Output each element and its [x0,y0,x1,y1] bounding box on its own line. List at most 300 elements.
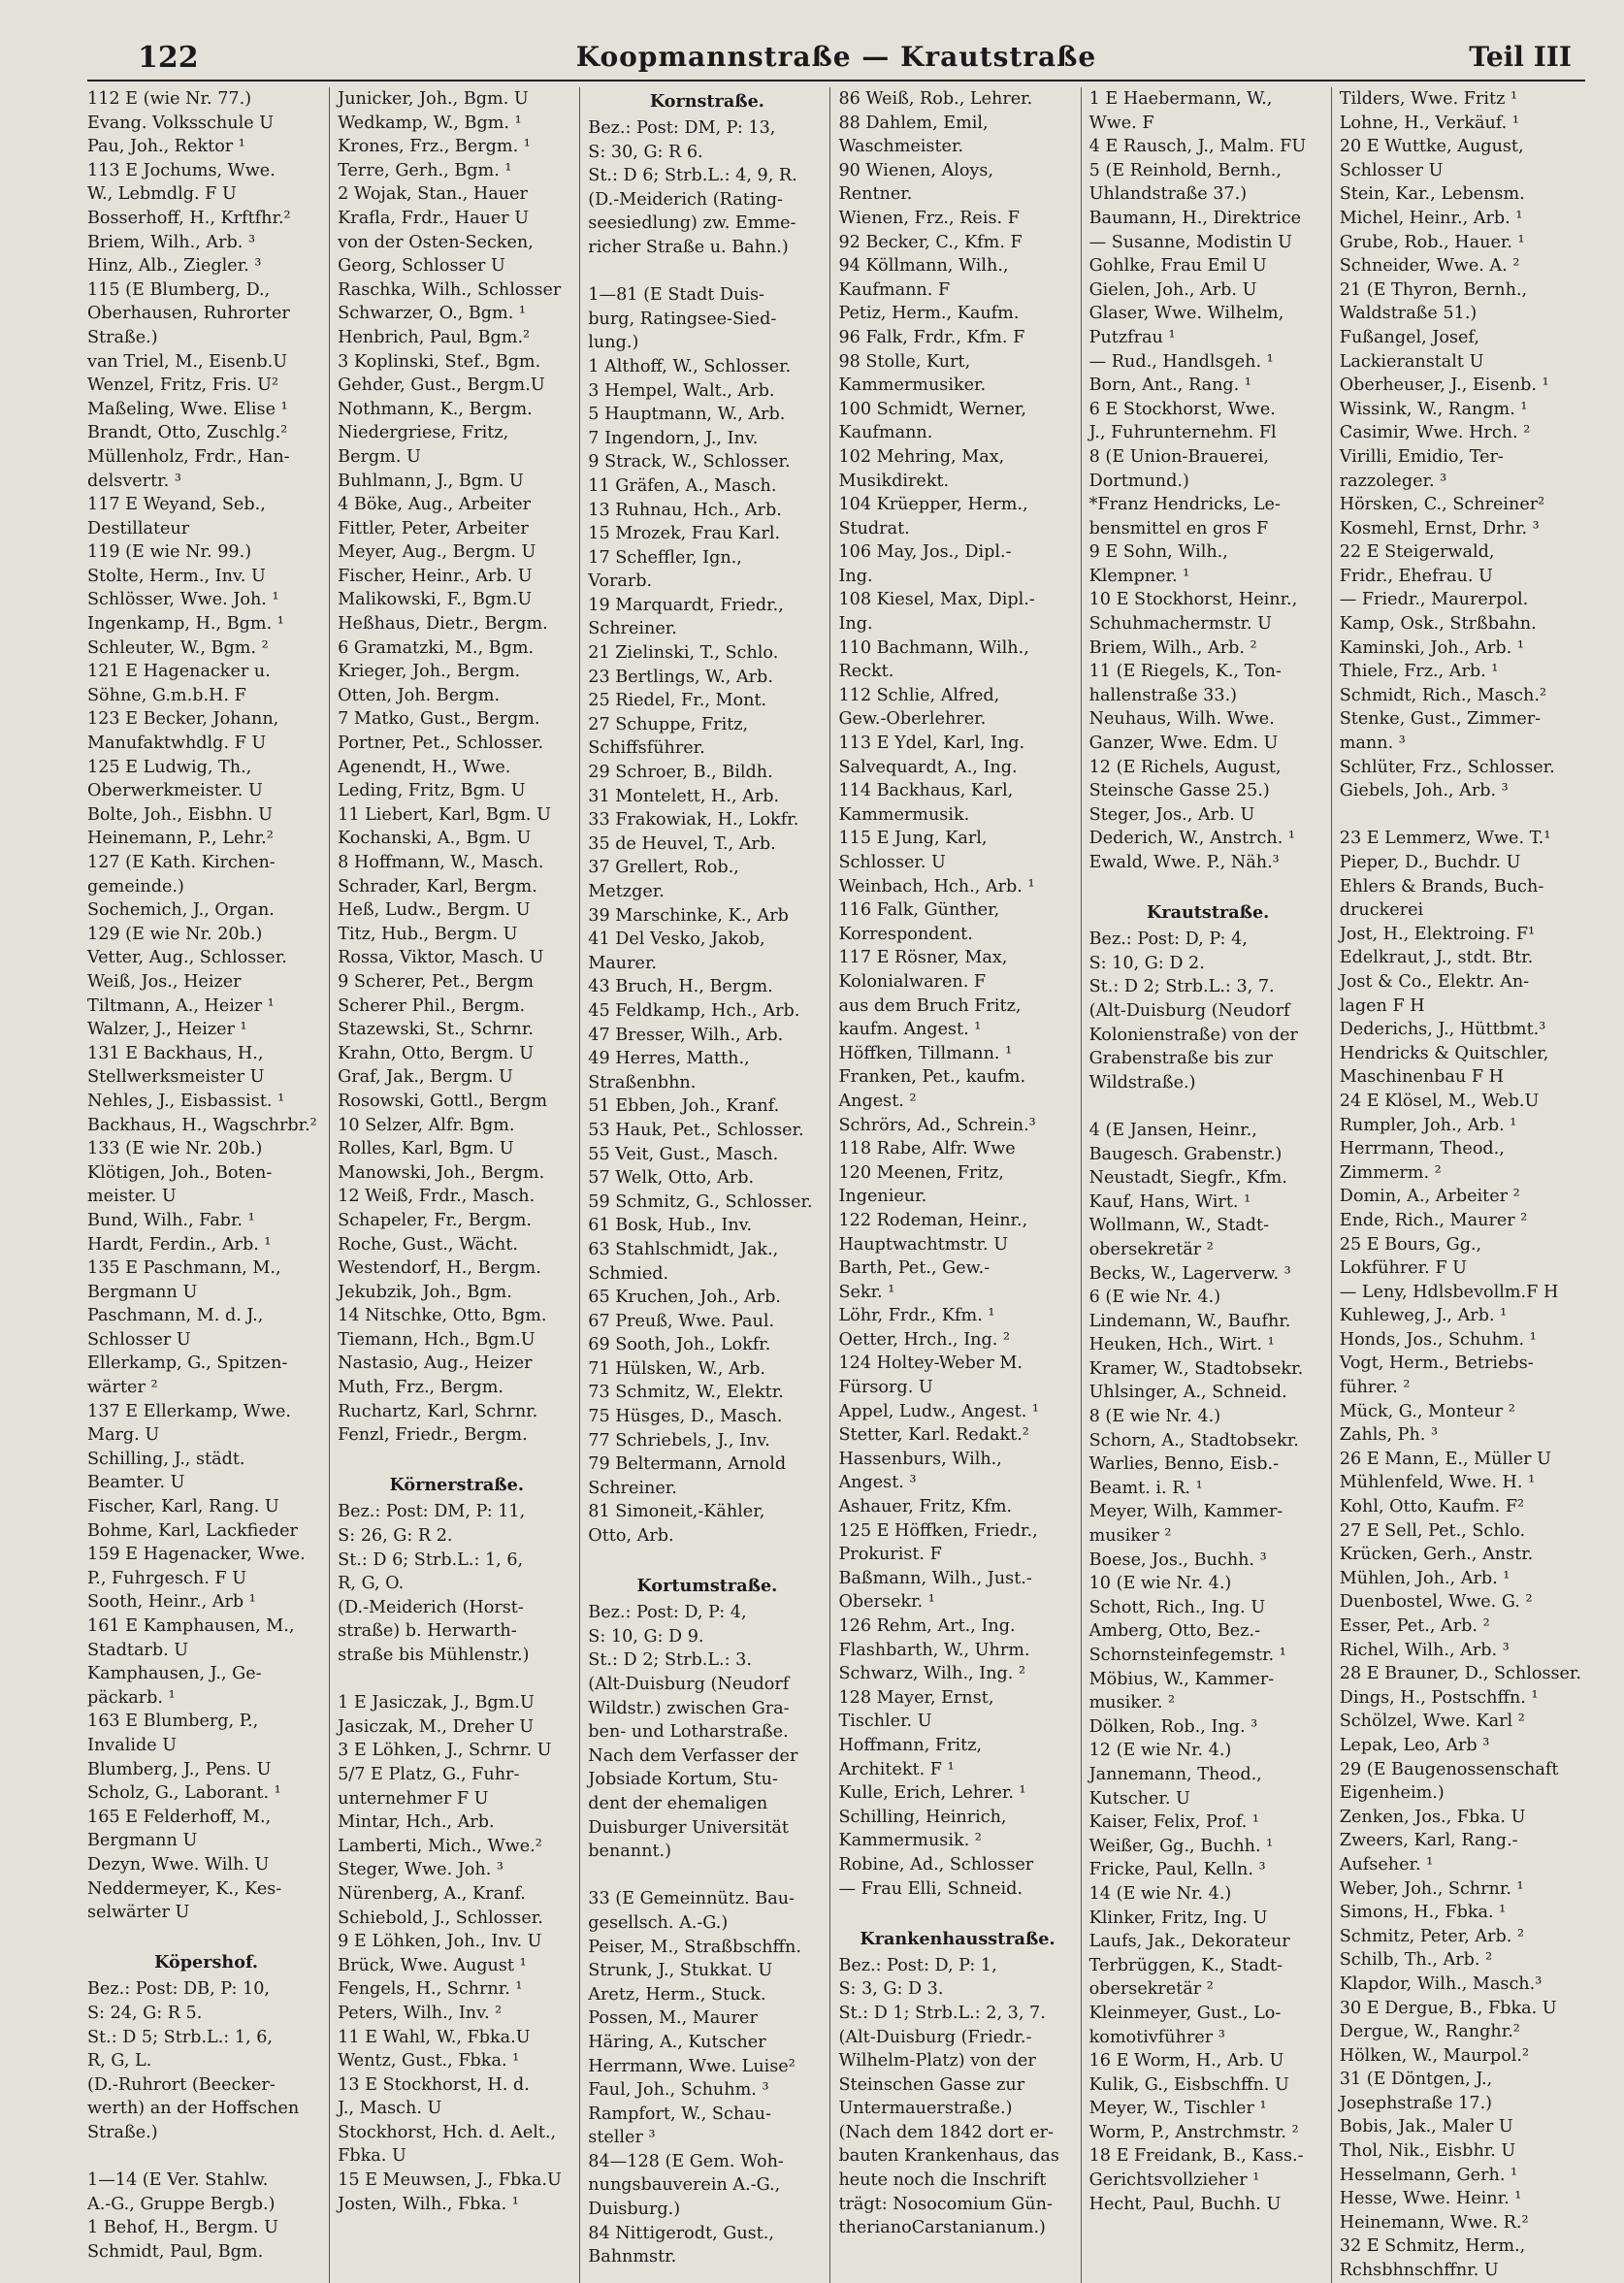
directory-line: St.: D 2; Strb.L.: 3. [588,1650,752,1671]
directory-line: Löhr, Frdr., Kfm. ¹ [838,1306,995,1326]
directory-line: 117 E Weyand, Seb., [87,495,266,515]
directory-line: J., Masch. U [338,2099,442,2119]
directory-line: Warlies, Benno, Eisb.- [1088,1454,1280,1475]
directory-line: 106 May, Jos., Dipl.- [838,542,1012,563]
directory-line: St.: D 1; Strb.L.: 2, 3, 7. [838,2003,1046,2023]
directory-line: 27 Schuppe, Fritz, [588,714,749,734]
directory-line: 47 Bresser, Wilh., Arb. [588,1025,784,1045]
directory-line: 10 (E wie Nr. 4.) [1088,1574,1232,1594]
directory-line: Krahn, Otto, Bergm. U [338,1043,535,1063]
directory-line: trägt: Nosocomium Gün- [838,2194,1053,2214]
directory-line: Steger, Wwe. Joh. ³ [338,1860,503,1880]
directory-line: Portner, Pet., Schlosser. [338,734,544,754]
directory-line: Kauf, Hans, Wirt. ¹ [1088,1191,1251,1212]
page-number: 122 [138,41,199,75]
directory-line: 13 Ruhnau, Hch., Arb. [588,500,782,520]
directory-line: — Susanne, Modistin U [1088,232,1292,252]
directory-line: 119 (E wie Nr. 99.) [87,542,252,563]
directory-line: Hesselmann, Gerh. ¹ [1339,2165,1518,2185]
directory-line: 115 E Jung, Karl, [838,829,988,849]
directory-line: Meyer, Aug., Bergm. U [338,542,536,563]
directory-line: Appel, Ludw., Angest. ¹ [838,1401,1039,1421]
directory-line: aus dem Bruch Fritz, [838,995,1022,1016]
directory-line: Schiebold, J., Schlosser. [338,1908,543,1928]
directory-line: Maschinenbau F H [1339,1067,1504,1088]
directory-line: Becks, W., Lagerverw. ³ [1088,1263,1291,1284]
column-6 [1340,87,1585,2283]
directory-line: 69 Sooth, Joh., Lokfr. [588,1335,771,1355]
directory-line: Ing. [838,566,873,586]
directory-line: Junicker, Joh., Bgm. U [338,89,529,109]
directory-line: Eigenheim.) [1339,1783,1445,1804]
directory-line: 96 Falk, Frdr., Kfm. F [838,327,1025,347]
directory-line: Kochanski, A., Bgm. U [338,829,532,849]
directory-line: 29 (E Baugenossenschaft [1339,1759,1559,1779]
directory-line: Oetter, Hrch., Ing. ² [838,1329,1010,1350]
directory-line: 49 Herres, Matth., [588,1049,750,1069]
directory-line: 24 E Klösel, M., Web.U [1339,1091,1540,1111]
directory-line: Hassenburs, Wilh., [838,1449,1002,1469]
directory-line: 86 Weiß, Rob., Lehrer. [838,89,1033,109]
directory-line: J., Fuhrunternehm. Fl [1088,423,1277,443]
directory-line: Baumann, H., Direktrice [1088,208,1302,228]
directory-line: Korrespondent. [838,924,973,944]
directory-line: Schreiner. [588,1478,677,1498]
directory-line: Grube, Rob., Hauer. ¹ [1339,232,1525,252]
directory-line: Sekr. ¹ [838,1282,895,1302]
directory-line: Neuhaus, Wilh. Wwe. [1088,709,1275,730]
directory-line: 133 (E wie Nr. 20b.) [87,1139,263,1159]
directory-line: Scholz, G., Laborant. ¹ [87,1783,281,1804]
directory-line: Manowski, Joh., Bergm. [338,1162,545,1183]
directory-line: Kolonialwaren. F [838,971,987,992]
directory-line: 127 (E Kath. Kirchen- [87,853,276,872]
directory-line: 163 E Blumberg, P., [87,1712,259,1732]
directory-line: A.-G., Gruppe Bergb.) [87,2194,276,2214]
directory-line: Klinker, Fritz, Ing. U [1088,1908,1268,1928]
directory-line: Schorn, A., Stadtobsekr. [1088,1430,1299,1451]
directory-line: Waldstraße 51.) [1339,304,1478,324]
directory-line: Thol, Nik., Eisbhr. U [1339,2141,1516,2162]
directory-line: 35 de Heuvel, T., Arb. [588,833,776,854]
directory-line: Stellwerksmeister U [87,1067,265,1088]
directory-line: 13 E Stockhorst, H. d. [338,2074,530,2095]
page-header [87,37,1585,82]
directory-line: Niedergriese, Fritz, [338,423,509,443]
directory-line: Straßenbhn. [588,1072,697,1093]
directory-line: 19 Marquardt, Friedr., [588,595,784,615]
directory-line: Lepak, Leo, Arb ³ [1339,1735,1490,1755]
directory-line: Kuhleweg, J., Arb. ¹ [1339,1306,1508,1326]
directory-line: Heuken, Hch., Wirt. ¹ [1088,1335,1275,1355]
directory-line: S: 30, G: R 6. [588,142,703,162]
directory-line: 26 E Mann, E., Müller U [1339,1449,1551,1469]
directory-line: 3 E Löhken, J., Schrnr. U [338,1741,552,1761]
directory-line: Fürsorg. U [838,1378,933,1398]
directory-line: 32 E Schmitz, Herm., [1339,2236,1526,2257]
directory-line: Architekt. F ¹ [838,1759,955,1779]
directory-line: Oberhausen, Ruhrorter [87,304,290,324]
directory-line: Tiltmann, A., Heizer ¹ [87,995,275,1016]
directory-line: Stadtarb. U [87,1640,189,1660]
directory-line: Weber, Joh., Schrnr. ¹ [1339,1878,1524,1899]
directory-line: Schlösser, Wwe. Joh. ¹ [87,590,279,610]
directory-line: 6 (E wie Nr. 4.) [1088,1288,1221,1308]
directory-line: Gohlke, Frau Emil U [1088,256,1267,277]
directory-line: 118 Rabe, Alfr. Wwe [838,1139,1016,1159]
directory-line: kaufm. Angest. ¹ [838,1020,982,1040]
directory-line: Studrat. [838,518,910,538]
directory-line: 67 Preuß, Wwe. Paul. [588,1311,775,1331]
directory-line: bauten Krankenhaus, das [838,2146,1059,2167]
directory-line: heute noch die Inschrift [838,2170,1047,2191]
directory-line: Schilling, Heinrich, [838,1807,1007,1827]
directory-line: 1 E Jasiczak, J., Bgm.U [338,1693,535,1713]
directory-line: Sooth, Heinr., Arb ¹ [87,1592,256,1613]
directory-line: benannt.) [588,1842,671,1862]
directory-line: Baugesch. Grabenstr.) [1088,1144,1283,1164]
directory-line: 30 E Dergue, B., Fbka. U [1339,1998,1557,2018]
directory-line: 71 Hülsken, W., Arb. [588,1358,765,1379]
directory-line: Wwe. F [1088,113,1154,133]
directory-line: *Franz Hendricks, Le- [1088,495,1281,515]
directory-line: Terre, Gerh., Bgm. ¹ [338,160,512,180]
directory-line: Briem, Wilh., Arb. ³ [87,232,255,252]
directory-line: Mintar, Hch., Arb. [338,1812,495,1833]
directory-line: Honds, Jos., Schuhm. ¹ [1339,1329,1537,1350]
directory-line: Rossa, Viktor, Masch. U [338,948,544,968]
directory-line: Fricke, Paul, Kelln. ³ [1088,1860,1266,1880]
directory-line: Wilhelm-Platz) von der [838,2051,1036,2071]
directory-line: Musikdirekt. [838,471,950,491]
directory-line: 116 Falk, Günther, [838,900,1000,921]
directory-line: Möbius, W., Kammer- [1088,1669,1275,1689]
directory-line: 16 E Worm, H., Arb. U [1088,2051,1284,2071]
directory-line: 1 E Haebermann, W., [1088,89,1273,109]
directory-line: werth) an der Hoffschen [87,2099,300,2119]
directory-line: Neddermeyer, K., Kes- [87,1878,282,1899]
directory-line: 5/7 E Platz, G., Fuhr- [338,1764,520,1784]
directory-line: Dederichs, J., Hüttbmt.³ [1339,1020,1546,1040]
directory-line: Schmidt, Paul, Bgm. [87,2241,264,2262]
directory-line: Peiser, M., Straßbschffn. [588,1937,801,1957]
directory-line: S: 10, G: D 9. [588,1626,704,1647]
directory-line: 22 E Steigerwald, [1339,542,1495,563]
directory-line: Georg, Schlosser U [338,256,505,277]
directory-line: Hecht, Paul, Buchh. U [1088,2194,1282,2214]
directory-line: Franken, Pet., kaufm. [838,1067,1026,1088]
directory-line: Jannemann, Theod., [1088,1764,1262,1784]
directory-line: Gehder, Gust., Bergm.U [338,375,545,396]
directory-line: Lamberti, Mich., Wwe.² [338,1836,542,1856]
directory-columns [87,87,1585,2281]
directory-line: unternehmer F U [338,1788,489,1809]
directory-line: 59 Schmitz, G., Schlosser. [588,1191,813,1212]
directory-line: St.: D 5; Strb.L.: 1, 6, [87,2027,273,2047]
directory-line: Schapeler, Fr., Bergm. [338,1210,532,1230]
directory-line: dent der ehemaligen [588,1793,768,1813]
directory-line: Aretz, Herm., Stuck. [588,1984,766,2005]
directory-line: Gew.-Oberlehrer. [838,709,987,730]
directory-line: Robine, Ad., Schlosser [838,1854,1034,1875]
directory-line: Invalide U [87,1735,178,1755]
directory-line: 11 E Wahl, W., Fbka.U [338,2027,531,2047]
directory-line: Krieger, Joh., Bergm. [338,662,521,682]
directory-line: Kaminski, Joh., Arb. ¹ [1339,637,1524,658]
directory-line: Lindemann, W., Baufhr. [1088,1311,1291,1331]
directory-line: Zimmerm. ² [1339,1162,1442,1183]
directory-line: 9 Scherer, Pet., Bergm [338,971,535,992]
directory-line: Ruchartz, Karl, Schrnr. [338,1401,538,1421]
directory-line: 51 Ebben, Joh., Kranf. [588,1096,780,1117]
directory-line: 6 Gramatzki, M., Bgm. [338,637,535,658]
directory-line: 14 (E wie Nr. 4.) [1088,1883,1232,1904]
directory-line: Schrörs, Ad., Schrein.³ [838,1115,1036,1135]
directory-line: 94 Köllmann, Wilh., [838,256,1009,277]
directory-line: Jobsiade Kortum, Stu- [588,1770,778,1790]
directory-line: 1 Althoff, W., Schlosser. [588,356,792,376]
directory-line: St.: D 6; Strb.L.: 4, 9, R. [588,166,797,186]
directory-line: Casimir, Wwe. Hrch. ² [1339,423,1531,443]
directory-line: 129 (E wie Nr. 20b.) [87,924,263,944]
directory-line: seesiedlung) zw. Emme- [588,213,796,234]
directory-line: Krafla, Frdr., Hauer U [338,208,530,228]
directory-line: Klötigen, Joh., Boten- [87,1162,273,1183]
directory-line: Westendorf, H., Bergm. [338,1258,541,1279]
directory-line: Evang. Volksschule U [87,113,275,133]
directory-line: Dölken, Rob., Ing. ³ [1088,1716,1258,1737]
directory-line: 33 Frakowiak, H., Lokfr. [588,810,799,831]
directory-line: Stetter, Karl. Redakt.² [838,1425,1029,1446]
directory-line: 115 (E Blumberg, D., [87,279,271,300]
directory-line: 3 Koplinski, Stef., Bgm. [338,351,541,372]
directory-line: 112 Schlie, Alfred, [838,685,1000,705]
directory-line: Baßmann, Wilh., Just.- [838,1568,1032,1588]
directory-line: 7 Matko, Gust., Bergm. [338,709,540,730]
directory-line: Ganzer, Wwe. Edm. U [1088,734,1279,754]
directory-line: Kaiser, Felix, Prof. ¹ [1088,1812,1259,1833]
directory-line: Michel, Heinr., Arb. ¹ [1339,208,1523,228]
directory-line: Herrmann, Theod., [1339,1139,1505,1159]
directory-line: Straße.) [87,2122,158,2142]
directory-line: Brandt, Otto, Zuschlg.² [87,423,288,443]
directory-line: — Frau Elli, Schneid. [838,1878,1023,1899]
directory-line: 14 Nitschke, Otto, Bgm. [338,1306,547,1326]
directory-line [87,2144,325,2169]
directory-line: 131 E Backhaus, H., [87,1043,264,1063]
directory-line: 28 E Brauner, D., Schlosser. [1339,1664,1581,1684]
directory-line: 37 Grellert, Rob., [588,858,739,878]
directory-line: Reckt. [838,662,894,682]
directory-line: 73 Schmitz, W., Elektr. [588,1383,784,1403]
directory-line: Zahls, Ph. ³ [1339,1425,1439,1446]
directory-line: Fischer, Heinr., Arb. U [338,566,533,586]
directory-line: Fbka. U [338,2146,406,2167]
directory-line: Kulle, Erich, Lehrer. ¹ [838,1783,1026,1804]
directory-line: Straße.) [87,327,158,347]
directory-line: Bez.: Post: D, P: 4, [588,1603,747,1623]
directory-line: Hoffmann, Fritz, [838,1735,983,1755]
directory-line: 1 Behof, H., Bergm. U [87,2218,278,2238]
directory-line: Kammermusik. ² [838,1831,982,1851]
directory-line: Strunk, J., Stukkat. U [588,1961,773,1981]
directory-line: Agenendt, H., Wwe. [338,757,511,777]
directory-line: — Leny, Hdlsbevollm.F H [1339,1282,1559,1302]
directory-line: Titz, Hub., Bergm. U [338,924,518,944]
directory-line: Maßeling, Wwe. Elise ¹ [87,399,288,419]
directory-line: Höffken, Tillmann. ¹ [838,1043,1013,1063]
directory-line: Stenke, Gust., Zimmer- [1339,709,1542,730]
directory-line: Wissink, W., Rangm. ¹ [1339,399,1528,419]
directory-line: straße bis Mühlenstr.) [338,1646,530,1665]
directory-line: 124 Holtey-Weber M. [838,1353,1023,1374]
directory-line [1089,1094,1327,1119]
directory-line: Bez.: Post: D, P: 1, [838,1955,997,1975]
directory-line: Beamter. U [87,1473,185,1493]
directory-line: 159 E Hagenacker, Wwe. [87,1545,306,1565]
directory-line: Ingenieur. [838,1187,927,1207]
directory-line: 4 (E Jansen, Heinr., [1088,1120,1257,1140]
directory-line: Bez.: Post: DM, P: 13, [588,118,776,138]
directory-line: Kolonienstraße) von der [1088,1025,1298,1045]
directory-line: St.: D 6; Strb.L.: 1, 6, [338,1549,524,1570]
directory-line: Schilb, Th., Arb. ² [1339,1950,1493,1971]
directory-line: Steinsche Gasse 25.) [1088,781,1270,801]
directory-line: 1—81 (E Stadt Duis- [588,285,764,306]
directory-line: 5 (E Reinhold, Bernh., [1088,160,1282,180]
directory-line: 31 Montelett, H., Arb. [588,786,780,806]
directory-line: 79 Beltermann, Arnold [588,1454,787,1475]
directory-line: Ende, Rich., Maurer ² [1339,1210,1528,1230]
directory-line: Walzer, J., Heizer ¹ [87,1020,247,1040]
directory-line: Grabenstraße bis zur [1088,1049,1273,1069]
directory-line: 135 E Paschmann, M., [87,1258,281,1279]
directory-line [588,1549,826,1573]
directory-line: Zweers, Karl, Rang.- [1339,1831,1518,1851]
directory-line: Metzger. [588,882,665,901]
directory-line: Thiele, Frz., Arb. ¹ [1339,662,1499,682]
directory-line: Blumberg, J., Pens. U [87,1759,272,1779]
directory-line: Vorarb. [588,571,653,592]
directory-line: Dezyn, Wwe. Wilh. U [87,1854,270,1875]
directory-line: Weinbach, Hch., Arb. ¹ [838,876,1035,897]
directory-line: Bergm. U [338,446,421,467]
directory-line: 15 Mrozek, Frau Karl. [588,524,781,544]
directory-line: Mühlenfeld, Wwe. H. ¹ [1339,1473,1536,1493]
directory-line: 125 E Ludwig, Th., [87,757,252,777]
directory-line: 104 Krüepper, Herm., [838,495,1028,515]
directory-line: Söhne, G.m.b.H. F [87,685,246,705]
directory-line: Schott, Rich., Ing. U [1088,1597,1266,1617]
directory-line: Mück, G., Monteur ² [1339,1401,1515,1421]
directory-line: 10 Selzer, Alfr. Bgm. [338,1115,515,1135]
directory-line: führer. ² [1339,1378,1411,1398]
directory-line: Schleuter, W., Bgm. ² [87,637,269,658]
directory-line: Beamt. i. R. ¹ [1088,1478,1203,1498]
directory-line: 113 E Jochums, Wwe. [87,160,276,180]
directory-line: Kammermusiker. [838,375,987,396]
directory-line: Bergmann U [87,1282,198,1302]
directory-line [338,1668,575,1692]
directory-line: 123 E Becker, Johann, [87,709,279,730]
directory-line: bensmittel en gros F [1088,518,1269,538]
directory-line: Häring, A., Kutscher [588,2032,766,2052]
directory-line: delsvertr. ³ [87,471,181,491]
directory-line: 4 E Rausch, J., Malm. FU [1088,137,1307,157]
directory-line: Klapdor, Wilh., Masch.³ [1339,1973,1543,1994]
directory-line: 23 E Lemmerz, Wwe. T.¹ [1339,829,1551,849]
directory-line: Bergmann U [87,1831,198,1851]
directory-line: S: 3, G: D 3. [838,1979,944,2000]
directory-line: Tischler. U [838,1712,932,1732]
directory-line: 114 Backhaus, Karl, [838,781,1014,801]
directory-line: Ewald, Wwe. P., Näh.³ [1088,853,1280,872]
directory-line: 77 Schriebels, J., Inv. [588,1430,770,1451]
directory-line: — Friedr., Maurerpol. [1339,590,1529,610]
directory-line: 45 Feldkamp, Hch., Arb. [588,1000,800,1021]
directory-line: Otto, Arb. [588,1526,674,1547]
directory-line: Kohl, Otto, Kaufm. F² [1339,1497,1525,1517]
directory-line: Steinschen Gasse zur [838,2074,1025,2095]
directory-line: 11 (E Riegels, K., Ton- [1088,662,1282,682]
directory-line: Muth, Frz., Bergm. [338,1378,504,1398]
directory-line: 9 E Sohn, Wilh., [1088,542,1228,563]
directory-line: Hörsken, C., Schreiner² [1339,495,1545,515]
directory-line: Rampfort, W., Schau- [588,2104,771,2124]
directory-line: Wollmann, W., Stadt- [1088,1216,1270,1236]
directory-line: Duisburger Universität [588,1817,789,1838]
directory-line: Sochemich, J., Organ. [87,900,275,921]
directory-line: Hendricks & Quitschler, [1339,1043,1549,1063]
directory-line [1089,875,1327,899]
directory-line: Jost & Co., Elektr. An- [1339,971,1530,992]
directory-line: Uhlsinger, A., Schneid. [1088,1383,1287,1403]
directory-line: 15 E Meuwsen, J., Fbka.U [338,2170,562,2191]
directory-line: Bez.: Post: D, P: 4, [1088,930,1248,950]
directory-line: Hölken, W., Maurpol.² [1339,2045,1530,2066]
column-2 [338,87,580,2283]
directory-line: W., Lebmdlg. F U [87,184,237,205]
directory-line: Bahnmstr. [588,2247,677,2267]
directory-line: Buhlmann, J., Bgm. U [338,471,524,491]
directory-line: straße) b. Herwarth- [338,1621,517,1642]
directory-line: mann. ³ [1339,734,1406,754]
directory-line: gesellsch. A.-G.) [588,1912,729,1933]
directory-line: 3 Hempel, Walt., Arb. [588,380,775,401]
directory-line: musiker ² [1088,1526,1172,1547]
street-heading: Krautstraße. [1147,902,1270,924]
directory-line: 125 E Höffken, Friedr., [838,1520,1038,1541]
directory-line: 92 Becker, C., Kfm. F [838,232,1023,252]
directory-line: Krones, Frz., Bergm. ¹ [338,137,531,157]
directory-line: (D.-Meiderich (Horst- [338,1597,524,1617]
directory-line: 63 Stahlschmidt, Jak., [588,1239,779,1259]
directory-line: Maurer. [588,953,658,973]
directory-line: 65 Kruchen, Joh., Arb. [588,1288,781,1308]
directory-line: Schmitz, Peter, Arb. ² [1339,1926,1525,1946]
directory-line: Wentz, Gust., Fbka. ¹ [338,2051,520,2071]
directory-line: steller ³ [588,2128,656,2148]
directory-line: Virilli, Emidio, Ter- [1339,446,1504,467]
directory-line: Putzfrau ¹ [1088,327,1176,347]
directory-line: (Alt-Duisburg (Neudorf [588,1675,790,1694]
directory-line: Obersekr. ¹ [838,1592,935,1613]
directory-line: Otten, Joh. Bergm. [338,685,501,705]
street-heading: Krankenhausstraße. [860,1928,1056,1949]
directory-line: Briem, Wilh., Arb. ² [1088,637,1257,658]
directory-line: gemeinde.) [87,876,184,897]
directory-line: päckarb. ¹ [87,1687,176,1708]
